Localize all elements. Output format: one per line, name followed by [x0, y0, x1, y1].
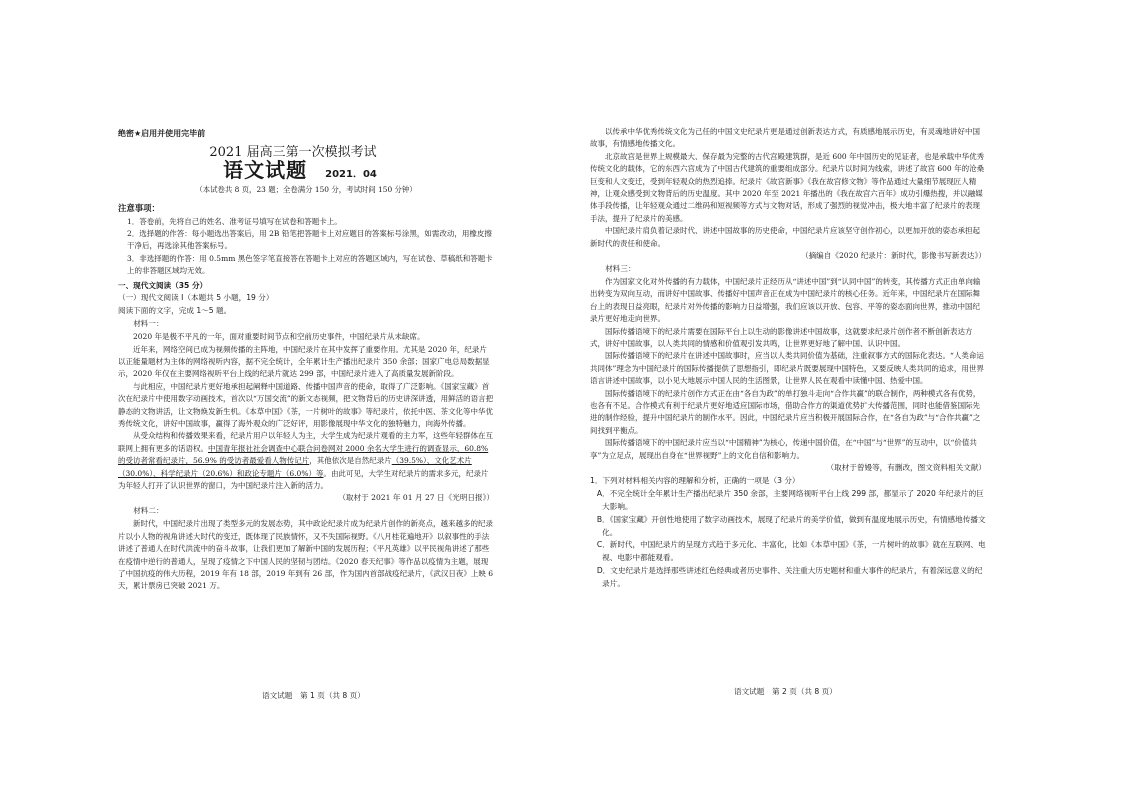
paragraph-text: 。由此可见，大学生对纪录片的需求多元，纪录片为年轻人打开了认识世界的窗口，为中国纪录片注入新的活力。	[118, 468, 489, 491]
underlined-statistic: （39.5%）、文化艺术片（30.0%）、科学纪录片（20.6%）和政论专题片（6.0%）等	[118, 456, 472, 478]
note-item: 3．非选择题的作答：用 0.5mm 黑色签字笔直接答在答题卡上对应的答题区域内，写在试卷、草稿纸和答题卡上的非答题区域均无效。	[127, 253, 493, 276]
question-stem: 1．下列对材料相关内容的理解和分析，正确的一项是（3 分）	[590, 475, 800, 485]
exam-title: 2021 届高三第一次模拟考试	[209, 144, 377, 160]
paragraph-text: 从受众结构和传播效果来看，纪录片用户以年轻人为主，大学生成为纪录片观看的主力军，这些年轻群体在互联网上拥有更多的话语权。	[118, 431, 493, 453]
page-footer: 语文试题 第 1 页（共 8 页）	[262, 691, 365, 700]
notes-heading: 注意事项：	[118, 202, 160, 213]
paragraph: 新时代，中国纪录片出现了类型多元的发展态势，其中政论纪录片成为纪录片创作的新亮点，越来越多的纪录片以小人物的视角讲述大时代的变迁，既体现了民族情怀，又不失国际视野。《八月桂花遍地开》以叙事性的手法讲述了普通人在时代洪流中的奋斗故事，让我们更加了解新中国的发展历程；《平凡英雄》以平民视角讲述了那些在疫情中逆行的普通人，呈现了疫情之下中国人民的坚韧与团结。《2020 春天纪事》等作品以疫情为主题，展现了中国抗疫的伟大历程，2019 年有 18 部，2019 年到有 26 部，作为国内首部战疫纪录片，《武汉日夜》上映 6 天，累计票房已突破 2021 万。	[118, 519, 493, 591]
paragraph: 国际传播语境下的中国纪录片应当以“中国精神”为核心，传递中国价值，在“中国”与“世界”的互动中，以“价值共享”为立足点，展现出自身在“世界视野”上的文化自信和影响力。	[590, 438, 977, 460]
left-column	[118, 128, 494, 593]
paragraph: 以传承中华优秀传统文化为己任的中国文史纪录片更是通过创新表达方式，有质感地展示历史，有灵魂地讲好中国故事，有情感地传播文化。	[590, 127, 980, 149]
underlined-statistic: 中国青年报社社会调查中心联合问卷网对 2000 余名大学生进行的调查显示，60.8% 的受访者常看纪录片，56.9% 的受访者最爱看人物传记片	[118, 443, 489, 466]
paragraph: 国际传播语境下的纪录片创作方式正在由“各自为政”的单打独斗走向“合作共赢”的联合制作，两种模式各有优势，也各有不足。合作模式有利于纪录片更好地适应国际市场，借助合作方的渠道优势扩大传播范围，同时也能借鉴国际先进的制作经验，提升中国纪录片的制作水平。因此，中国纪录片应当积极开展国际合作，在“各自为政”与“合作共赢”之间找到平衡点。	[590, 388, 981, 435]
paragraph: 作为国家文化对外传播的有力载体，中国纪录片正经历从“讲述中国”到“认同中国”的转变，其传播方式正由单向输出转变为双向互动，而讲好中国故事、传播好中国声音正在成为中国纪录片的核心任务。近年来，中国纪录片在国际舞台上的表现日益亮眼，纪录片对外传播的影响力日益增强，我们应该以开放、包容、平等的姿态面向世界，推动中国纪录片更好地走向世界。	[590, 276, 981, 324]
paragraph-text: ，其他依次是自然纪录片	[309, 456, 392, 466]
material-label: 材料一：	[133, 319, 164, 329]
exam-date: 2021．04	[325, 168, 377, 180]
paragraph: 中国纪录片肩负着记录时代、讲述中国故事的历史使命，中国纪录片应该坚守创作初心，以更加开放的姿态承担起新时代的责任和使命。	[590, 226, 980, 248]
note-item: 1．答卷前，先将自己的姓名、准考证号填写在试卷和答题卡上。	[127, 216, 342, 226]
right-column	[590, 126, 986, 591]
page-footer: 语文试题 第 2 页（共 8 页）	[734, 687, 837, 696]
subject-title: 语文试题	[223, 157, 308, 182]
source-citation: （摘编自《2020 纪录片：新时代，影像书写新表达》）	[801, 251, 986, 261]
answer-option: C．新时代，中国纪录片的呈现方式趋于多元化、丰富化，比如《本草中国》《茶，一片树叶的故事》就在互联网、电视、电影中都能观看。	[596, 540, 986, 563]
answer-option: A．不完全统计全年累计生产播出纪录片 350 余部，主要网络视听平台上线 299 部，都显示了 2020 年纪录片的巨大影响。	[596, 488, 984, 511]
page-left	[0, 0, 561, 794]
paragraph: 与此相应，中国纪录片更好地承担起阐释中国道路、传播中国声音的使命，取得了广泛影响。《国家宝藏》首次在纪录片中使用数字动画技术，首次以“万国交流”的新文态视频，把文物背后的历史讲深讲透，用鲜活的语言把静态的文物讲活，让文物焕发新生机。《本草中国》《茶，一片树叶的故事》等纪录片，依托中医、茶文化等中华优秀传统文化，讲好中国故事，赢得了海外观众的广泛好评，用影像展现中华文化的独特魅力，向海外传播。	[118, 381, 494, 429]
answer-option: D．文史纪录片是选择那些讲述红色经典或者历史事件、关注重大历史题材和重大事件的纪录片，有着深远意义的纪录片。	[596, 566, 983, 589]
section-heading: 一、现代文阅读（35 分）	[118, 280, 208, 290]
page-right	[562, 0, 1123, 794]
paragraph: 国际传播语境下的纪录片需要在国际平台上以生动的影像讲述中国故事，这就要求纪录片创作者不断创新表达方式，讲好中国故事，以人类共同的情感和价值观引发共鸣，让世界更好地了解中国、认识中国。	[590, 326, 973, 348]
material-label: 材料二：	[133, 506, 164, 516]
answer-option: B．《国家宝藏》开创性地使用了数字动画技术，展现了纪录片的美学价值，做到有温度地展示历史，有情感地传播文化。	[596, 514, 986, 537]
note-item: 2．选择题的作答：每小题选出答案后，用 2B 铅笔把答题卡上对应题目的答案标号涂黑，如需改动，用橡皮擦干净后，再选涂其他答案标号。	[127, 228, 492, 251]
paragraph: 2020 年是极不平凡的一年，面对重要时间节点和空前历史事件，中国纪录片从未缺席。	[133, 332, 425, 342]
material-label: 材料三：	[605, 263, 636, 273]
paragraph: 近年来，网络空间已成为视频传播的主阵地，中国纪录片在其中发挥了重要作用。尤其是 2020 年，纪录片以正能量题材为主体的网络视听内容，据不完全统计，全年累计生产播出纪录片 350 余部；国家广电总局数据显示，2020 年仅在主要网络视听平台上线的纪录片就达 299 部，中国纪录片进入了高质量发展新阶段。	[118, 344, 490, 379]
subject-heading	[118, 157, 494, 182]
exam-scope-note: （本试卷共 8 页，23 题；全卷满分 150 分，考试时间 150 分钟）	[195, 184, 417, 194]
paragraph	[118, 430, 494, 492]
paragraph: 北京故宫是世界上规模最大、保存最为完整的古代宫殿建筑群，是近 600 年中国历史的见证者，也是承载中华优秀传统文化的载体，它的东西六宫成为了中国古代建筑的重要组成部分。纪录片以时间为线索，讲述了故宫 600 年的沧桑巨变和人文变迁，受到年轻观众的热烈追捧。纪录片《故宫新事》《我在故宫修文物》等作品通过大量细节展现匠人精神，让观众感受到文物背后的历史温度。其中 2020 年至 2021 年播出的《我在故宫六百年》成功引爆热搜，并以融媒体手段传播，让年轻观众通过二维码和短视频等方式与文物对话，形成了强烈的视觉冲击，极大地丰富了纪录片的表现手法，提升了纪录片的美感。	[590, 151, 985, 223]
source-citation: （取材于 2021 年 01 月 27 日《光明日报》）	[338, 493, 494, 503]
reading-instruction: 阅读下面的文字，完成 1～5 题。	[118, 306, 232, 316]
confidential-mark: 绝密★启用并使用完毕前	[118, 129, 206, 138]
source-citation: （取材于曾嫚等，有删改，图文资料相关文献）	[826, 462, 986, 472]
paragraph: 国际传播语境下的纪录片在讲述中国故事时，应当以人类共同价值为基础，注重叙事方式的国际化表达。“人类命运共同体”理念为中国纪录片的国际传播提供了思想指引，即纪录片既要展现中国特色，又要反映人类共同的追求，用世界语言讲述中国故事，以小见大地展示中国人民的生活图景，让世界人民在观看中读懂中国、热爱中国。	[590, 351, 984, 386]
subsection-heading: （一）现代文阅读 I（本题共 5 小题，19 分）	[118, 293, 274, 303]
